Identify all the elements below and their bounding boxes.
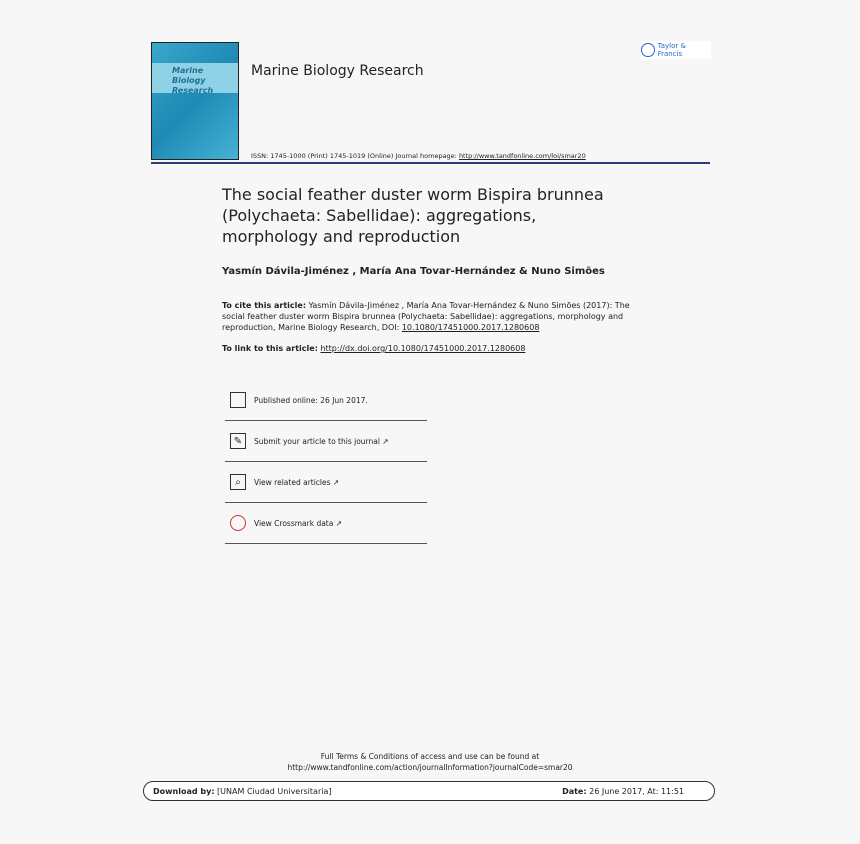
doi-link[interactable]: 10.1080/17451000.2017.1280608 [401, 323, 540, 332]
article-link [222, 344, 525, 353]
header-rule [151, 162, 710, 164]
edit-icon: ✎ [230, 433, 246, 449]
journal-cover [151, 42, 239, 160]
download-label: Download by: [153, 786, 215, 796]
article-title: The social feather duster worm Bispira brunnea (Polychaeta: Sabellidae): aggregations, morphology and reproduction [222, 185, 604, 246]
link-label: To link to this article: [222, 344, 318, 353]
issn-text: ISSN: 1745-1000 (Print) 1745-1019 (Online) Journal homepage: [251, 152, 459, 160]
terms-line: Full Terms & Conditions of access and use can be found at [320, 752, 540, 761]
crossmark-icon [230, 515, 246, 531]
cite-text: Yasmín Dávila-Jiménez , María Ana Tovar-Hernández & Nuno Simões (2017): The social feather duster worm Bispira brunnea (Polychaeta: Sabellidae): aggregations, morphology and reproduction, Marine Biology Research, DOI: [222, 301, 630, 332]
article-url[interactable]: http://dx.doi.org/10.1080/17451000.2017.1280608 [320, 344, 526, 353]
related-articles-link[interactable] [225, 462, 427, 503]
calendar-icon [230, 392, 246, 408]
terms [0, 751, 860, 773]
item-label: Submit your article to this journal ↗ [254, 436, 389, 446]
submit-article-link[interactable] [225, 421, 427, 462]
cite-label: To cite this article: [222, 301, 307, 310]
item-label: View Crossmark data ↗ [254, 518, 343, 528]
citation [222, 300, 642, 333]
download-value: [UNAM Ciudad Universitaria] [214, 786, 332, 796]
cover-title: Marine Biology Research [172, 66, 214, 95]
issn-line [251, 152, 586, 160]
journal-title: Marine Biology Research [251, 63, 424, 79]
date-value: 26 June 2017, At: 11:51 [586, 786, 684, 796]
publisher-name: Taylor & Francis [657, 42, 686, 58]
terms-url[interactable]: http://www.tandfonline.com/action/journalInformation?journalCode=smar20 [287, 763, 573, 772]
authors: Yasmín Dávila-Jiménez , María Ana Tovar-Hernández & Nuno Simões [222, 266, 605, 277]
item-label: View related articles ↗ [254, 477, 340, 487]
publisher-logo [641, 41, 711, 59]
published-online [225, 380, 427, 421]
logo-icon [641, 43, 655, 57]
item-label: Published online: 26 Jun 2017. [254, 395, 368, 405]
journal-homepage-link[interactable]: http://www.tandfonline.com/loi/smar20 [458, 152, 586, 160]
search-document-icon: ⌕ [230, 474, 246, 490]
date-label: Date: [562, 786, 587, 796]
download-info [143, 781, 715, 801]
crossmark-link[interactable] [225, 503, 427, 544]
